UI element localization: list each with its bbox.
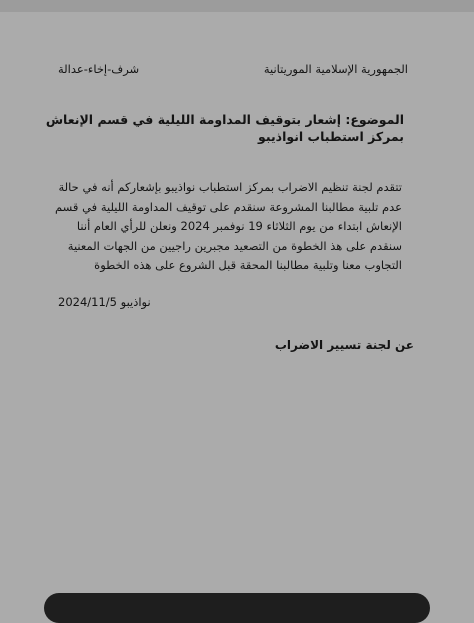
top-edge [0,0,474,12]
subject-line: الموضوع: إشعار بتوقيف المداومة الليلية في قسم الإنعاش بمركز استطباب انواذيبو [45,112,404,144]
republic-header: الجمهورية الإسلامية الموريتانية [263,62,408,76]
date-line: نواذيبو 2024/11/5 [58,295,151,309]
body-paragraph: تتقدم لجنة تنظيم الاضراب بمركز استطباب نواذيبو بإشعاركم أنه في حالة عدم تلبية مطالبنا المشروعة سنقدم على توقيف المداومة الليلية في قسم الإنعاش ابتداء من يوم الثلاثاء 19 نوفمبر 2024 ونعلن للرأي العام أننا سنقدم على هذ الخطوة من التصعيد مجبرين راجيين من الجهات المعنية التجاوب معنا وتلبية مطالبنا المحقة قبل الشروع على هذه الخطوة [55,180,402,272]
signature-line: عن لجنة تسيير الاضراب [274,338,414,352]
bottom-navigation-bar[interactable] [44,593,430,623]
motto-header: شرف-إخاء-عدالة [58,62,140,76]
document-page [0,12,474,572]
